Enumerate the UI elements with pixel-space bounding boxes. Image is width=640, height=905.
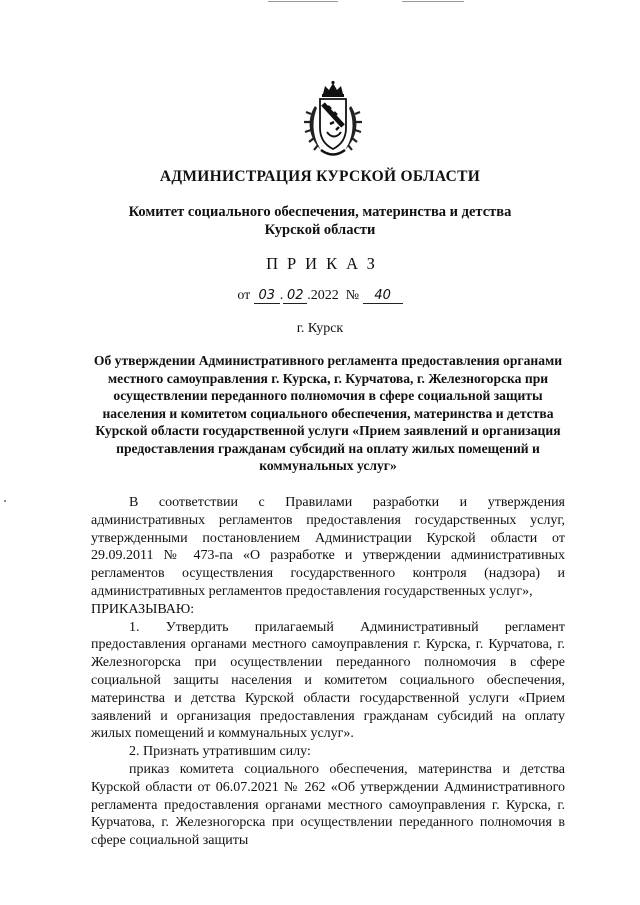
committee-line-2: Курской области <box>264 222 376 238</box>
document-title: Об утверждении Административного регламента предоставления органами местного самоуправления г. Курска, г. Курчатова, г. Железногорска при осуществлении переданного полномочия в сфере социальной защиты населения и комитетом социального обеспечения, материнства и детства Курской области государственной услуги «Прием заявлений и организация предоставления гражданам субсидий на оплату жилых помещений и коммунальных услуг» <box>93 353 563 473</box>
item-2-paragraph: приказ комитета социального обеспечения, материнства и детства Курской области от 06.07.2021 № 262 «Об утверждении Административного регламента предоставления органами местного самоуправления г. Курска, г. Курчатова, г. Железногорска при осуществлении переданного полномочия в сфере социальной защиты <box>91 761 565 849</box>
number-label: № <box>345 288 360 303</box>
city: г. Курск <box>296 321 344 336</box>
preamble-paragraph: В соответствии с Правилами разработки и утверждения административных регламентов предоставления государственных услуг, утвержденными постановлением Администрации Курской области от 29.09.2011 № 473-па «О разработке и утверждении административных регламентов осуществления государственного контроля (надзора) и административных регламентов предоставления государственных услуг», <box>91 495 565 599</box>
date-and-number: от 03 . 02 .2022 № 40 <box>0 288 640 304</box>
document-number: 40 <box>363 288 403 304</box>
committee-line-1: Комитет социального обеспечения, материнства и детства <box>128 204 512 220</box>
date-day: 03 <box>254 288 280 304</box>
coat-of-arms-emblem <box>301 80 365 158</box>
item-2-heading: 2. Признать утратившим силу: <box>129 744 311 760</box>
scan-dot <box>4 500 6 502</box>
document-body <box>91 494 565 850</box>
date-prefix: от <box>237 288 251 303</box>
document-type: ПРИКАЗ <box>266 254 384 273</box>
organization-name: АДМИНИСТРАЦИЯ КУРСКОЙ ОБЛАСТИ <box>159 168 481 185</box>
date-month: 02 <box>283 288 307 304</box>
scan-marks <box>260 0 480 4</box>
item-1-paragraph: 1. Утвердить прилагаемый Административный регламент предоставления органами местного самоуправления г. Курска, г. Курчатова, г. Железногорска при осуществлении переданного полномочия в сфере социальной защиты населения и комитетом социального обеспечения, материнства и детства Курской области государственной услуги «Прием заявлений и организация предоставления гражданам субсидий на оплату жилых помещений и коммунальных услуг». <box>91 619 565 742</box>
date-year: .2022 <box>307 288 339 303</box>
order-word: ПРИКАЗЫВАЮ: <box>91 601 195 617</box>
committee-name <box>0 203 640 239</box>
